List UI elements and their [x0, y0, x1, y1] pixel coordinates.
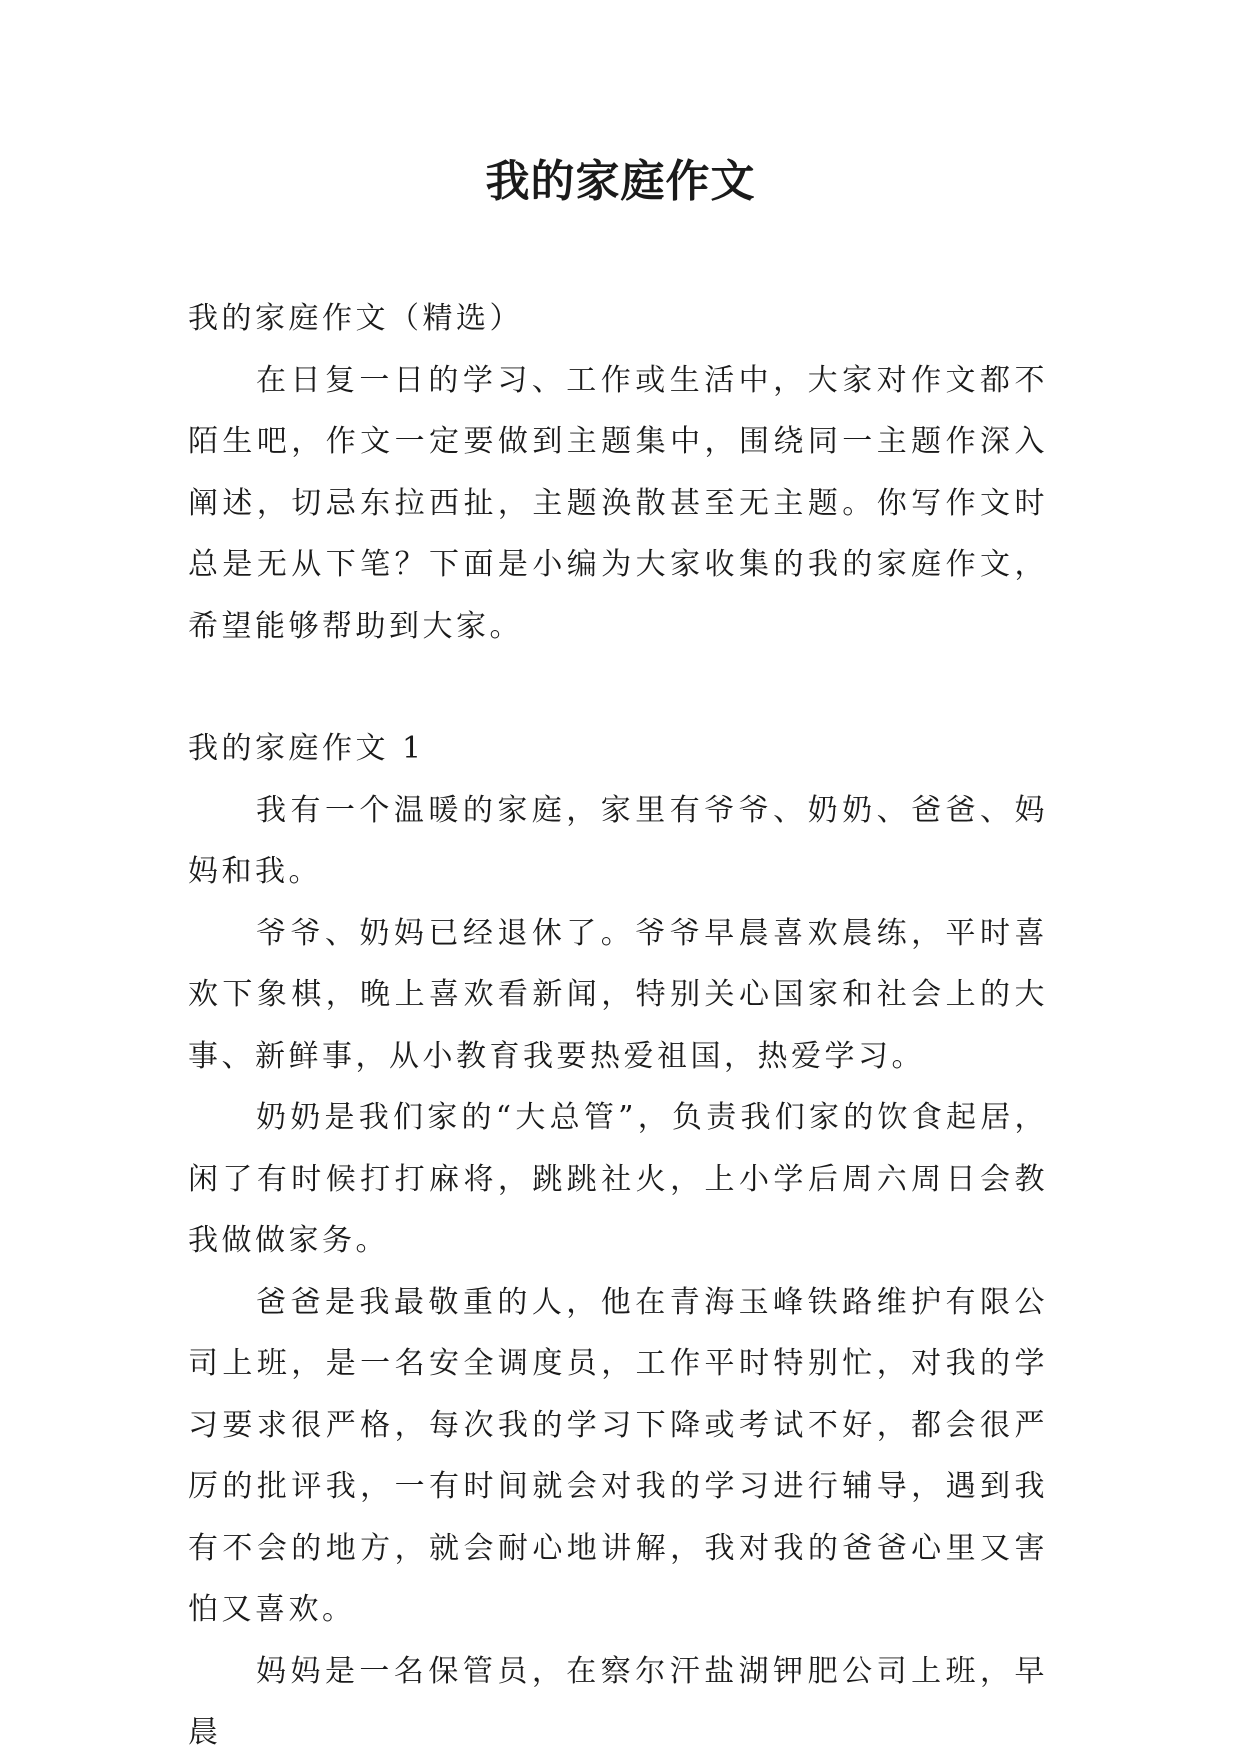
- body-paragraph: 妈妈是一名保管员，在察尔汗盐湖钾肥公司上班，早晨: [188, 1653, 1048, 1750]
- body-paragraph: 爸爸是我最敬重的人，他在青海玉峰铁路维护有限公司上班，是一名安全调度员，工作平时特别忙，对我的学习要求很严格，每次我的学习下降或考试不好，都会很严厉的批评我，一有时间就会对我的学习进行辅导，遇到我有不会的地方，就会耐心地讲解，我对我的爸爸心里又害怕又喜欢。: [188, 1284, 1048, 1627]
- body-paragraph: 奶奶是我们家的“大总管”，负责我们家的饮食起居，闲了有时候打打麻将，跳跳社火，上小学后周六周日会教我做做家务。: [188, 1100, 1048, 1258]
- document-title: 我的家庭作文: [485, 156, 756, 207]
- intro-paragraph: 在日复一日的学习、工作或生活中，大家对作文都不陌生吧，作文一定要做到主题集中，围绕同一主题作深入阐述，切忌东拉西扯，主题涣散甚至无主题。你写作文时总是无从下笔？下面是小编为大家收集的我的家庭作文，希望能够帮助到大家。: [188, 362, 1048, 644]
- section-gap: [188, 657, 1048, 718]
- body-paragraph: 我有一个温暖的家庭，家里有爷爷、奶奶、爸爸、妈妈和我。: [188, 792, 1048, 889]
- document-body: [188, 288, 1048, 1764]
- section-heading-selected: 我的家庭作文（精选）: [188, 301, 523, 336]
- section-heading-1: 我的家庭作文 1: [188, 731, 425, 766]
- body-paragraph: 爷爷、奶妈已经退休了。爷爷早晨喜欢晨练，平时喜欢下象棋，晚上喜欢看新闻，特别关心国家和社会上的大事、新鲜事，从小教育我要热爱祖国，热爱学习。: [188, 915, 1048, 1074]
